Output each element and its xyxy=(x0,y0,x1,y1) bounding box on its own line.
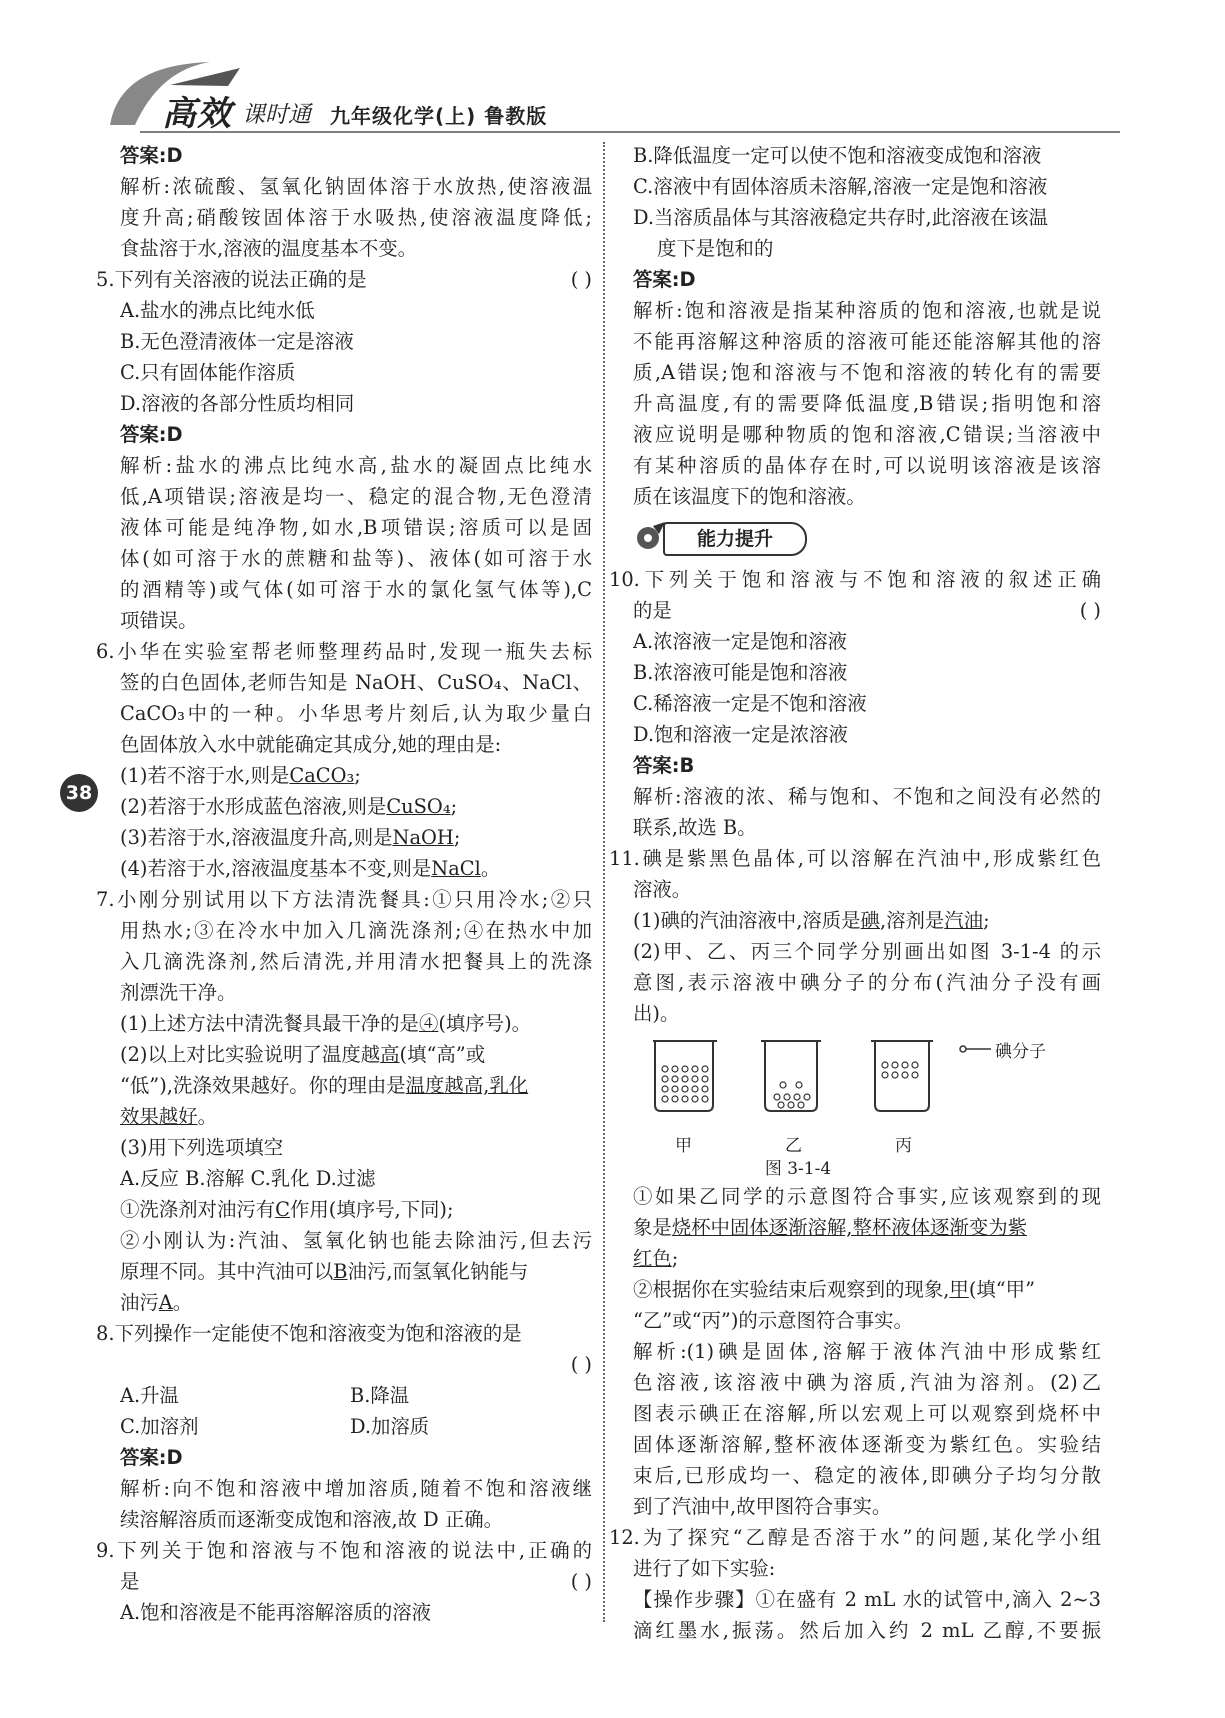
right-column xyxy=(609,140,1101,1646)
q11-blank-1: ①如果乙同学的示意图符合事实,应该观察到的现 xyxy=(633,1185,1101,1208)
option-d-cont: 度下是饱和的 xyxy=(657,237,774,260)
explanation-line: 的酒精等)或气体(如可溶于水的氯化氢气体等),C xyxy=(120,578,592,601)
question-9-line: 是 ( ) xyxy=(120,1570,592,1593)
q11-blank-1-cont: 象是烧杯中固体逐渐溶解,整杯液体逐渐变为紫 xyxy=(633,1216,1027,1239)
explanation-line: 联系,故选 B。 xyxy=(633,816,757,839)
q11-sub-1: (1)碘的汽油溶液中,溶质是碘,溶剂是汽油; xyxy=(633,909,990,932)
q7-options: A.反应 B.溶解 C.乳化 D.过滤 xyxy=(120,1167,376,1190)
explanation-line: 图表示碘正在溶解,所以宏观上可以观察到烧杯中 xyxy=(633,1402,1101,1425)
question-10-line: 的是 ( ) xyxy=(633,599,1101,622)
section-heading xyxy=(633,516,1101,560)
explanation-line: 项错误。 xyxy=(120,609,198,632)
question-10: 10.下列关于饱和溶液与不饱和溶液的叙述正确 xyxy=(609,568,1101,591)
page-header xyxy=(100,40,1120,150)
question-9: 9.下列关于饱和溶液与不饱和溶液的说法中,正确的 xyxy=(96,1539,592,1562)
figure-3-1-4 xyxy=(633,1035,1101,1157)
legend-label: 碘分子 xyxy=(995,1042,1046,1062)
question-7-line: 用热水;③在冷水中加入几滴洗涤剂;④在热水中加 xyxy=(120,919,592,942)
page-number: 38 xyxy=(60,774,98,812)
question-11: 11.碘是紫黑色晶体,可以溶解在汽油中,形成紫红色 xyxy=(609,847,1101,870)
explanation-line: 解析:(1)碘是固体,溶解于液体汽油中形成紫红 xyxy=(633,1340,1101,1363)
option-a: A.浓溶液一定是饱和溶液 xyxy=(633,630,848,653)
section-title: 能力提升 xyxy=(663,522,807,556)
question-11-line: 溶液。 xyxy=(633,878,692,901)
q11-sub-2-cont: 出)。 xyxy=(633,1002,680,1025)
explanation-line: 固体逐渐溶解,整杯液体逐渐变为紫红色。实验结 xyxy=(633,1433,1101,1456)
question-12-line: 【操作步骤】①在盛有 2 mL 水的试管中,滴入 2~3 xyxy=(633,1588,1101,1611)
q7-sub-1: (1)上述方法中清洗餐具最干净的是④(填序号)。 xyxy=(120,1012,532,1035)
answer-5: 答案:D xyxy=(120,423,183,446)
answer-10: 答案:B xyxy=(633,754,695,777)
q7-blank-2: ②小刚认为:汽油、氢氧化钠也能去除油污,但去污 xyxy=(120,1229,592,1252)
header-swoosh-icon xyxy=(100,40,1120,150)
book-title: 九年级化学(上) 鲁教版 xyxy=(330,104,548,128)
explanation-line: 食盐溶于水,溶液的温度基本不变。 xyxy=(120,237,418,260)
answer-9: 答案:D xyxy=(633,268,696,291)
q11-blank-1-cont: 红色; xyxy=(633,1247,679,1270)
legend-molecule-icon xyxy=(960,1046,991,1052)
option-b: B.降低温度一定可以使不饱和溶液变成饱和溶液 xyxy=(633,144,1042,167)
explanation-line: 质,A错误;饱和溶液与不饱和溶液的转化有的需要 xyxy=(633,361,1101,384)
q6-sub-1: (1)若不溶于水,则是CaCO₃; xyxy=(120,764,361,787)
option-b: B.无色澄清液体一定是溶液 xyxy=(120,330,354,353)
q6-sub-2: (2)若溶于水形成蓝色溶液,则是CuSO₄; xyxy=(120,795,458,818)
q8-paren-line: ( ) xyxy=(570,1353,592,1376)
option-d: D.饱和溶液一定是浓溶液 xyxy=(633,723,848,746)
question-5: 5.下列有关溶液的说法正确的是 ( ) xyxy=(96,268,592,291)
explanation-line: 束后,已形成均一、稳定的液体,即碘分子均匀分散 xyxy=(633,1464,1101,1487)
question-7-line: 入几滴洗涤剂,然后清洗,并用清水把餐具上的洗涤 xyxy=(120,950,592,973)
explanation-line: 有某种溶质的晶体存在时,可以说明该溶液是该溶 xyxy=(633,454,1101,477)
q8-options-cd: C.加溶剂 D.加溶质 xyxy=(120,1415,430,1438)
explanation-line: 解析:溶液的浓、稀与饱和、不饱和之间没有必然的 xyxy=(633,785,1101,808)
explanation-line: 到了汽油中,故甲图符合事实。 xyxy=(633,1495,892,1518)
explanation-line: 度升高;硝酸铵固体溶于水吸热,使溶液温度降低; xyxy=(120,206,592,229)
brand-sub: 课时通 xyxy=(242,102,311,128)
q11-sub-2: (2)甲、乙、丙三个同学分别画出如图 3-1-4 的示 xyxy=(633,940,1101,963)
question-6-line: 色固体放入水中就能确定其成分,她的理由是: xyxy=(120,733,502,756)
option-a: A.饱和溶液是不能再溶解溶质的溶液 xyxy=(120,1601,432,1624)
question-6-line: CaCO₃中的一种。小华思考片刻后,认为取少量白 xyxy=(120,702,592,725)
option-d: D.溶液的各部分性质均相同 xyxy=(120,392,355,415)
option-a: A.盐水的沸点比纯水低 xyxy=(120,299,315,322)
q7-blank-1: ①洗涤剂对油污有C作用(填序号,下同); xyxy=(120,1198,454,1221)
question-8: 8.下列操作一定能使不饱和溶液变为饱和溶液的是 xyxy=(96,1322,522,1345)
explanation-line: 质在该温度下的饱和溶液。 xyxy=(633,485,866,508)
q11-blank-2-cont: “乙”或“丙”)的示意图符合事实。 xyxy=(633,1309,913,1332)
explanation-line: 液体可能是纯净物,如水,B项错误;溶质可以是固 xyxy=(120,516,592,539)
explanation-line: 解析:饱和溶液是指某种溶质的饱和溶液,也就是说 xyxy=(633,299,1101,322)
answer-4: 答案:D xyxy=(120,144,183,167)
q6-sub-3: (3)若溶于水,溶液温度升高,则是NaOH; xyxy=(120,826,461,849)
explanation-line: 解析:浓硫酸、氢氧化钠固体溶于水放热,使溶液温 xyxy=(120,175,592,198)
gear-pen-icon xyxy=(633,520,667,554)
question-12-line: 进行了如下实验: xyxy=(633,1557,776,1580)
q7-blank-3: 原理不同。其中汽油可以B油污,而氢氧化钠能与 xyxy=(120,1260,529,1283)
question-12-line: 滴红墨水,振荡。然后加入约 2 mL 乙醇,不要振 xyxy=(633,1619,1101,1642)
option-b: B.浓溶液可能是饱和溶液 xyxy=(633,661,848,684)
question-6-line: 签的白色固体,老师告知是 NaOH、CuSO₄、NaCl、 xyxy=(120,671,592,694)
brand-main: 高效 xyxy=(162,94,232,134)
explanation-line: 体(如可溶于水的蔗糖和盐等)、液体(如可溶于水 xyxy=(120,547,592,570)
column-divider xyxy=(603,142,605,1622)
q7-sub-2-cont: 效果越好。 xyxy=(120,1105,217,1128)
q11-sub-2-cont: 意图,表示溶液中碘分子的分布(汽油分子没有画 xyxy=(633,971,1101,994)
option-c: C.稀溶液一定是不饱和溶液 xyxy=(633,692,867,715)
q7-blank-4: 油污A。 xyxy=(120,1291,193,1314)
explanation-line: 色溶液,该溶液中碘为溶质,汽油为溶剂。(2)乙 xyxy=(633,1371,1101,1394)
beaker-a-label: 甲 xyxy=(675,1136,692,1156)
explanation-line: 解析:向不饱和溶液中增加溶质,随着不饱和溶液继 xyxy=(120,1477,592,1500)
beaker-b-label: 乙 xyxy=(785,1136,802,1156)
q6-sub-4: (4)若溶于水,溶液温度基本不变,则是NaCl。 xyxy=(120,857,501,880)
q8-options-ab: A.升温 B.降温 xyxy=(120,1384,410,1407)
question-7-line: 剂漂洗干净。 xyxy=(120,981,237,1004)
figure-caption: 图 3-1-4 xyxy=(764,1159,832,1179)
beaker-b xyxy=(761,1041,821,1111)
q11-blank-2: ②根据你在实验结束后观察到的现象,甲(填“甲” xyxy=(633,1278,1035,1301)
explanation-line: 升高温度,有的需要降低温度,B错误;指明饱和溶 xyxy=(633,392,1101,415)
q7-sub-3: (3)用下列选项填空 xyxy=(120,1136,284,1159)
question-12: 12.为了探究“乙醇是否溶于水”的问题,某化学小组 xyxy=(609,1526,1101,1549)
explanation-line: 续溶解溶质而逐渐变成饱和溶液,故 D 正确。 xyxy=(120,1508,504,1531)
explanation-line: 解析:盐水的沸点比纯水高,盐水的凝固点比纯水 xyxy=(120,454,592,477)
option-c: C.只有固体能作溶质 xyxy=(120,361,296,384)
q7-sub-2-cont: “低”),洗涤效果越好。你的理由是温度越高,乳化 xyxy=(120,1074,529,1097)
left-column xyxy=(96,140,592,1628)
explanation-line: 低,A项错误;溶液是均一、稳定的混合物,无色澄清 xyxy=(120,485,592,508)
beaker-c-label: 丙 xyxy=(895,1136,912,1156)
q7-sub-2: (2)以上对比实验说明了温度越高(填“高”或 xyxy=(120,1043,486,1066)
answer-8: 答案:D xyxy=(120,1446,183,1469)
explanation-line: 液应说明是哪种物质的饱和溶液,C错误;当溶液中 xyxy=(633,423,1101,446)
question-6: 6.小华在实验室帮老师整理药品时,发现一瓶失去标 xyxy=(96,640,592,663)
option-c: C.溶液中有固体溶质未溶解,溶液一定是饱和溶液 xyxy=(633,175,1048,198)
question-7: 7.小刚分别试用以下方法清洗餐具:①只用冷水;②只 xyxy=(96,888,592,911)
explanation-line: 不能再溶解这种溶质的溶液可能还能溶解其他的溶 xyxy=(633,330,1101,353)
option-d: D.当溶质晶体与其溶液稳定共存时,此溶液在该温 xyxy=(633,206,1048,229)
